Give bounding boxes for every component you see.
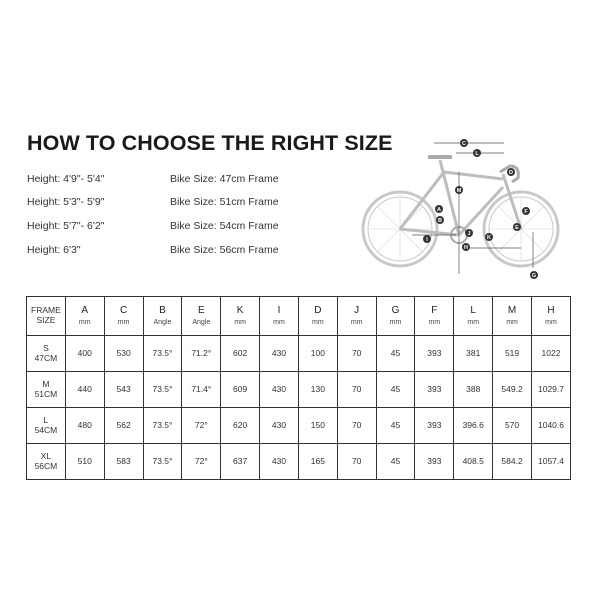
table-cell: 70 [337, 336, 376, 372]
column-header-label: M [507, 304, 517, 316]
column-header-label: E [197, 304, 205, 316]
table-row [27, 372, 571, 408]
table-cell: 602 [221, 336, 260, 372]
column-header [143, 297, 182, 336]
frame-size-label: M [42, 378, 50, 389]
column-header-unit: mm [545, 319, 557, 327]
svg-text:K: K [487, 235, 491, 241]
frame-size-label: S [43, 342, 49, 353]
frame-size-cm: 56CM [34, 460, 58, 471]
table-cell: 73.5° [143, 444, 182, 480]
bike-size-3: Bike Size: 54cm Frame [170, 220, 279, 232]
column-header-label: A [81, 304, 89, 316]
table-cell: 510 [65, 444, 104, 480]
column-header-label: K [236, 304, 244, 316]
frame-size-cm: 54CM [34, 424, 58, 435]
column-header-unit: mm [117, 319, 130, 327]
table-cell: 100 [298, 336, 337, 372]
table-cell: 73.5° [143, 408, 182, 444]
table-cell: 1022 [531, 336, 570, 372]
table-cell: 583 [104, 444, 143, 480]
table-cell: 72° [182, 444, 221, 480]
svg-text:C: C [462, 141, 466, 147]
table-cell: 393 [415, 444, 454, 480]
table-cell: 72° [182, 408, 221, 444]
table-cell: 388 [454, 372, 493, 408]
column-header [531, 297, 570, 336]
table-cell: 393 [415, 372, 454, 408]
table-cell: 165 [298, 444, 337, 480]
table-cell: 45 [376, 408, 415, 444]
column-header [376, 297, 415, 336]
frame-size-cell [27, 336, 66, 372]
height-range-2: Height: 5'3"- 5'9" [27, 196, 105, 208]
column-header-label: H [547, 304, 555, 316]
table-cell: 1040.6 [531, 408, 570, 444]
table-cell: 430 [260, 336, 299, 372]
table-cell: 71.4° [182, 372, 221, 408]
frame-size-cm: 51CM [34, 388, 58, 399]
table-cell: 130 [298, 372, 337, 408]
column-header-unit: mm [350, 319, 363, 327]
table-cell: 1029.7 [531, 372, 570, 408]
column-header-label: G [391, 304, 400, 316]
table-cell: 530 [104, 336, 143, 372]
svg-text:A: A [437, 207, 441, 213]
svg-text:J: J [467, 231, 471, 237]
height-range-4: Height: 6'3" [27, 244, 81, 256]
table-cell: 381 [454, 336, 493, 372]
column-header [454, 297, 493, 336]
table-cell: 73.5° [143, 372, 182, 408]
table-cell: 73.5° [143, 336, 182, 372]
column-header [104, 297, 143, 336]
column-header-unit: mm [311, 319, 324, 327]
table-cell: 408.5 [454, 444, 493, 480]
table-cell: 70 [337, 408, 376, 444]
column-header-label: F [431, 304, 438, 316]
table-cell: 70 [337, 372, 376, 408]
bike-geometry-diagram [360, 132, 570, 284]
table-cell: 480 [65, 408, 104, 444]
table-cell: 570 [493, 408, 532, 444]
table-cell: 45 [376, 444, 415, 480]
table-cell: 543 [104, 372, 143, 408]
table-cell: 396.6 [454, 408, 493, 444]
svg-text:B: B [438, 218, 442, 224]
svg-text:L: L [475, 151, 479, 157]
column-header-unit: mm [389, 319, 402, 327]
frame-header-line-2: SIZE [36, 315, 56, 325]
height-range-3: Height: 5'7"- 6'2" [27, 220, 105, 232]
svg-text:G: G [531, 273, 537, 279]
geometry-table [26, 296, 571, 480]
column-header-unit: mm [273, 319, 285, 327]
table-cell: 430 [260, 408, 299, 444]
frame-size-cell [27, 444, 66, 480]
table-cell: 549.2 [493, 372, 532, 408]
column-header-label: J [354, 304, 360, 316]
column-header-label: C [119, 304, 128, 316]
table-cell: 440 [65, 372, 104, 408]
table-cell: 609 [221, 372, 260, 408]
table-cell: 1057.4 [531, 444, 570, 480]
table-cell: 393 [415, 408, 454, 444]
column-header-unit: mm [234, 319, 246, 327]
table-row [27, 444, 571, 480]
svg-text:D: D [509, 170, 513, 176]
frame-size-cell [27, 372, 66, 408]
column-header-unit: Angle [153, 319, 172, 327]
table-cell: 71.2° [182, 336, 221, 372]
table-row [27, 336, 571, 372]
column-header [182, 297, 221, 336]
bike-size-4: Bike Size: 56cm Frame [170, 244, 279, 256]
table-cell: 70 [337, 444, 376, 480]
table-cell: 637 [221, 444, 260, 480]
column-header [493, 297, 532, 336]
column-header [337, 297, 376, 336]
column-header-unit: mm [467, 319, 480, 327]
column-header-unit: Angle [192, 319, 211, 327]
table-cell: 620 [221, 408, 260, 444]
table-row [27, 408, 571, 444]
bike-size-2: Bike Size: 51cm Frame [170, 196, 279, 208]
svg-text:F: F [524, 209, 528, 215]
column-header-unit: mm [428, 319, 441, 327]
table-cell: 430 [260, 444, 299, 480]
table-cell: 430 [260, 372, 299, 408]
column-header [221, 297, 260, 336]
column-header [415, 297, 454, 336]
page-title: HOW TO CHOOSE THE RIGHT SIZE [27, 131, 393, 155]
frame-size-label: XL [40, 450, 52, 461]
table-cell: 584.2 [493, 444, 532, 480]
frame-header-line-1: FRAME [31, 305, 61, 316]
table-cell: 562 [104, 408, 143, 444]
column-header-unit: mm [506, 319, 518, 327]
table-cell: 519 [493, 336, 532, 372]
frame-size-cell [27, 408, 66, 444]
frame-size-header [27, 297, 66, 336]
column-header [65, 297, 104, 336]
column-header-label: I [277, 304, 281, 316]
svg-text:M: M [456, 188, 462, 194]
column-header [260, 297, 299, 336]
table-header-row [27, 297, 571, 336]
svg-text:H: H [464, 245, 468, 251]
svg-text:E: E [515, 225, 519, 231]
table-cell: 393 [415, 336, 454, 372]
column-header-label: D [314, 304, 322, 316]
column-header-label: L [470, 304, 476, 316]
table-cell: 45 [376, 372, 415, 408]
table-cell: 400 [65, 336, 104, 372]
column-header-label: B [159, 304, 166, 316]
frame-size-label: L [43, 414, 49, 425]
table-cell: 150 [298, 408, 337, 444]
table-cell: 45 [376, 336, 415, 372]
frame-size-cm: 47CM [34, 352, 58, 363]
svg-text:I: I [426, 237, 428, 243]
bike-size-1: Bike Size: 47cm Frame [170, 173, 279, 185]
column-header-unit: mm [78, 319, 91, 327]
height-range-1: Height: 4'9"- 5'4" [27, 173, 105, 185]
column-header [298, 297, 337, 336]
